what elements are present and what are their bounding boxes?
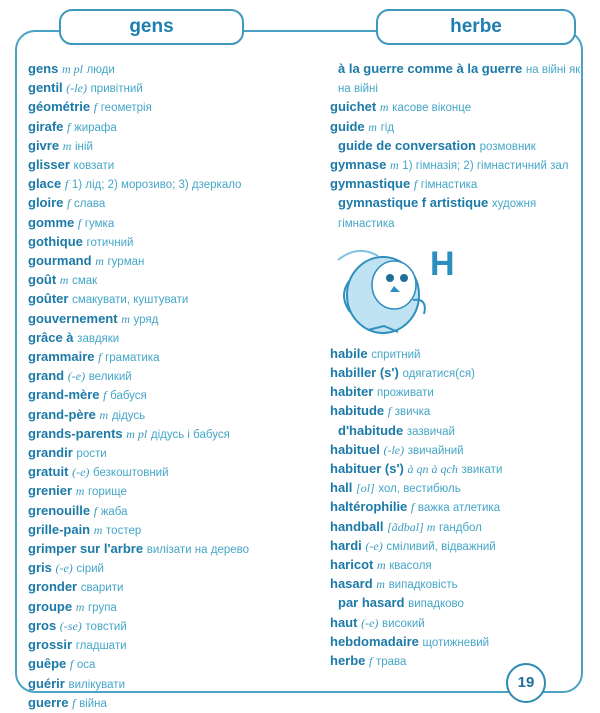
entry-headword: guêpe (28, 656, 67, 672)
entry-headword: grille-pain (28, 521, 91, 537)
entry-headword: groupe (28, 598, 73, 614)
dictionary-entry (330, 156, 585, 175)
entry-translation: спритний (371, 348, 421, 361)
entry-grammar: m (75, 599, 85, 614)
entry-headword: gouvernement (28, 310, 118, 326)
entry-grammar: m (379, 100, 389, 115)
entry-grammar: m (75, 484, 85, 499)
entry-headword: givre (28, 137, 60, 153)
entry-grammar: f (103, 388, 107, 403)
dictionary-entry (28, 617, 328, 636)
page-number: 19 (506, 663, 546, 703)
entry-translation: гладшати (75, 640, 127, 653)
entry-translation: смакувати, куштувати (72, 294, 189, 307)
entry-headword: glace (28, 176, 62, 192)
entry-headword: gloire (28, 195, 64, 211)
entry-headword: guide (330, 118, 365, 134)
entry-translation: іній (75, 140, 93, 153)
dictionary-entry (28, 156, 328, 175)
entry-headword: goûter (28, 291, 69, 307)
entry-headword: guide de conversation (338, 137, 476, 153)
dictionary-entry (28, 636, 328, 655)
entry-headword: glisser (28, 157, 70, 173)
entry-grammar: m (368, 119, 377, 134)
entry-headword: hebdomadaire (330, 633, 419, 649)
entry-headword: grandir (28, 445, 73, 461)
entry-translation: товстий (85, 620, 127, 633)
entry-grammar: m (376, 558, 386, 573)
entry-translation: слава (74, 198, 106, 211)
entry-translation: готичний (86, 236, 134, 249)
section-letter: H (430, 245, 455, 283)
entry-translation: 1) гімназія; 2) гімнастичний зал (402, 160, 569, 173)
entry-grammar: (-e) (67, 369, 86, 384)
entry-translation: оса (76, 659, 96, 672)
entry-headword: haltérophilie (330, 499, 408, 515)
entry-headword: grand-père (28, 406, 96, 422)
entry-grammar: f (69, 657, 74, 672)
dictionary-entry (330, 575, 585, 594)
dictionary-entry (330, 594, 585, 613)
entry-headword: girafe (28, 118, 64, 134)
entry-translation: війна (79, 697, 107, 710)
dictionary-entry (330, 60, 585, 98)
dictionary-entry (28, 694, 328, 713)
entry-translation: привітний (90, 83, 143, 96)
entry-grammar: f (98, 350, 102, 365)
entry-headword: gens (28, 61, 59, 76)
entry-grammar: (-e) (55, 561, 73, 576)
entry-translation: 1) лід; 2) морозиво; 3) дзеркало (71, 179, 242, 192)
entry-headword: grossir (28, 637, 73, 653)
entry-translation: касове віконце (392, 102, 472, 115)
entry-translation: щотижневий (422, 636, 490, 649)
entry-headword: guerre (28, 694, 69, 710)
dictionary-entry (28, 79, 328, 98)
entry-translation: рости (76, 448, 107, 461)
dictionary-entry (330, 441, 585, 460)
dictionary-entry (330, 460, 585, 479)
dictionary-entry (28, 444, 328, 463)
dictionary-entry (330, 518, 585, 537)
entry-grammar: [ãdbal] m (387, 519, 436, 534)
dictionary-entry (330, 633, 585, 652)
entry-headword: gothique (28, 233, 83, 249)
entry-translation: сміливий, відважний (386, 540, 496, 553)
dictionary-entry (330, 479, 585, 498)
dictionary-entry (28, 329, 328, 348)
header-left-guideword: gens (59, 9, 244, 45)
entry-headword: gris (28, 560, 52, 576)
entry-headword: gourmand (28, 253, 92, 269)
entry-translation: гімнастика (420, 179, 478, 192)
entry-translation: безкоштовний (93, 467, 169, 480)
entry-headword: guichet (330, 99, 377, 115)
entry-headword: haut (330, 614, 358, 630)
entry-translation: проживати (376, 387, 434, 400)
entry-translation: геометрія (100, 102, 152, 115)
entry-grammar: f (67, 196, 71, 211)
dictionary-entry (28, 578, 328, 597)
dictionary-entry (330, 98, 585, 117)
entry-grammar: m (99, 407, 109, 422)
entry-translation: завдяки (77, 332, 120, 345)
entry-translation: художня гімнастика (338, 198, 537, 230)
entry-headword: grand (28, 368, 65, 384)
dictionary-entry (330, 402, 585, 421)
entry-translation: великий (88, 371, 132, 384)
entry-translation: жаба (100, 505, 128, 518)
entry-grammar: m (59, 273, 69, 288)
entry-headword: gomme (28, 214, 75, 230)
entry-grammar: (-le) (383, 442, 405, 457)
entry-headword: habituel (330, 441, 380, 457)
dictionary-entry (330, 345, 585, 364)
dictionary-entry (330, 652, 585, 671)
dictionary-entry (330, 194, 585, 232)
entry-headword: haricot (330, 557, 374, 573)
dictionary-entry (28, 655, 328, 674)
entry-translation: дідусь (111, 409, 146, 422)
dictionary-entry (330, 175, 585, 194)
entry-translation: випадковість (388, 579, 458, 592)
dictionary-entry (330, 137, 585, 156)
entry-translation: уряд (133, 313, 159, 326)
entry-grammar: f (410, 500, 415, 515)
dictionary-entry (28, 367, 328, 386)
dictionary-entry (28, 118, 328, 137)
dictionary-entry (28, 540, 328, 559)
entry-headword: gymnastique f artistique (338, 195, 489, 211)
entry-headword: gymnastique (330, 176, 411, 192)
entry-translation: гурман (107, 256, 145, 269)
entry-grammar: (-e) (72, 465, 90, 480)
entry-grammar: (-le) (66, 81, 87, 96)
dictionary-entry (28, 598, 328, 617)
entry-translation: гандбол (439, 521, 482, 534)
dictionary-entry (330, 383, 585, 402)
dictionary-entry (28, 482, 328, 501)
entry-translation: хол, вестибюль (378, 483, 461, 496)
entry-headword: herbe (330, 653, 366, 669)
dictionary-entry (28, 386, 328, 405)
entry-translation: жирафа (74, 121, 117, 134)
dictionary-entry (28, 502, 328, 521)
entry-translation: одягатися(ся) (402, 368, 475, 381)
entry-grammar: f (64, 177, 69, 192)
entry-translation: горище (88, 486, 127, 499)
entry-headword: hall (330, 480, 353, 496)
entry-translation: розмовник (479, 140, 536, 153)
header-right-guideword: herbe (376, 9, 576, 45)
entry-translation: сірий (76, 563, 104, 576)
dictionary-entry (28, 675, 328, 694)
entry-headword: grammaire (28, 349, 95, 365)
entry-grammar: m pl (126, 426, 148, 441)
entry-translation: вилізати на дерево (146, 544, 250, 557)
entry-headword: gros (28, 617, 57, 633)
entry-translation: високий (382, 617, 425, 630)
entry-translation: на війні як на війні (338, 64, 581, 96)
dictionary-entry (330, 422, 585, 441)
entry-grammar: f (93, 503, 98, 518)
entry-translation: звичайний (407, 444, 464, 457)
entry-translation: сварити (80, 582, 124, 595)
dictionary-entry (28, 559, 328, 578)
entry-translation: важка атлетика (417, 502, 501, 515)
entry-grammar: f (93, 100, 98, 115)
dictionary-entry (28, 425, 328, 444)
entry-headword: gronder (28, 579, 78, 595)
dictionary-entry (28, 233, 328, 252)
entry-headword: hardi (330, 537, 362, 553)
entry-headword: grimper sur l'arbre (28, 541, 144, 557)
entry-translation: ковзати (73, 160, 115, 173)
entry-headword: par hasard (338, 595, 405, 611)
entry-grammar: m (121, 311, 130, 326)
entry-grammar: (-e) (361, 615, 379, 630)
dictionary-entry (28, 521, 328, 540)
entry-translation: трава (376, 656, 407, 669)
dictionary-entry (28, 271, 328, 290)
entry-translation: дідусь і бабуся (150, 428, 230, 441)
entry-grammar: f (413, 177, 418, 192)
entry-headword: géométrie (28, 99, 91, 115)
entry-translation: люди (86, 64, 115, 76)
entry-headword: grenier (28, 483, 73, 499)
entry-grammar: f (77, 215, 82, 230)
entry-translation: квасоля (389, 560, 432, 573)
entry-grammar: (-se) (59, 618, 82, 633)
left-column (28, 60, 328, 713)
dictionary-entry (28, 137, 328, 156)
entry-translation: гумка (84, 217, 115, 230)
entry-grammar: m (95, 254, 104, 269)
dictionary-entry (28, 252, 328, 271)
entry-headword: gymnase (330, 157, 387, 173)
dictionary-entry (28, 310, 328, 329)
entry-translation: випадково (408, 598, 464, 611)
entry-grammar: [ol] (356, 481, 375, 496)
entry-translation: тостер (106, 524, 142, 537)
entry-translation: граматика (105, 352, 160, 365)
dictionary-entry (28, 175, 328, 194)
entry-translation: зазвичай (406, 425, 455, 438)
entry-translation: вилікувати (68, 678, 125, 691)
entry-grammar: à qn à qch (407, 462, 458, 477)
entry-headword: hasard (330, 576, 373, 592)
dictionary-entry (28, 406, 328, 425)
dictionary-entry (28, 463, 328, 482)
entry-headword: habile (330, 345, 368, 361)
entry-headword: grands-parents (28, 425, 123, 441)
dictionary-entry (330, 118, 585, 137)
dictionary-entry (28, 290, 328, 309)
dictionary-entry (330, 498, 585, 517)
entry-headword: d'habitude (338, 422, 404, 438)
entry-grammar: m (390, 158, 399, 173)
dictionary-entry (28, 98, 328, 117)
entry-headword: grenouille (28, 502, 91, 518)
dictionary-entry (28, 348, 328, 367)
dictionary-entry (28, 60, 328, 79)
entry-headword: grâce à (28, 329, 74, 345)
entry-headword: handball (330, 518, 384, 534)
entry-grammar: f (387, 404, 392, 419)
dictionary-entry (28, 194, 328, 213)
entry-headword: grand-mère (28, 387, 100, 403)
dictionary-entry (330, 614, 585, 633)
right-column (330, 60, 585, 671)
entry-grammar: m (376, 577, 385, 592)
entry-headword: habituer (s') (330, 461, 404, 477)
entry-grammar: f (67, 119, 71, 134)
entry-translation: звикати (461, 464, 503, 477)
entry-grammar: (-e) (365, 538, 383, 553)
entry-grammar: m (93, 522, 103, 537)
entry-headword: habitude (330, 403, 385, 419)
entry-headword: guérir (28, 675, 65, 691)
entry-translation: смак (72, 275, 98, 288)
entry-translation: гід (380, 121, 395, 134)
dictionary-entry (330, 364, 585, 383)
entry-grammar: f (72, 695, 76, 710)
entry-translation: звичка (394, 406, 431, 419)
dictionary-entry (28, 214, 328, 233)
entry-headword: à la guerre comme à la guerre (338, 61, 523, 76)
entry-grammar: f (369, 654, 373, 669)
entry-headword: gentil (28, 80, 63, 96)
entry-headword: gratuit (28, 464, 69, 480)
entry-translation: бабуся (110, 390, 147, 403)
entry-grammar: m pl (61, 62, 83, 76)
entry-grammar: m (62, 138, 72, 153)
dictionary-entry (330, 537, 585, 556)
entry-headword: habiller (s') (330, 365, 399, 381)
entry-headword: habiter (330, 384, 374, 400)
entry-translation: група (87, 601, 117, 614)
dictionary-entry (330, 556, 585, 575)
entry-headword: goût (28, 272, 57, 288)
